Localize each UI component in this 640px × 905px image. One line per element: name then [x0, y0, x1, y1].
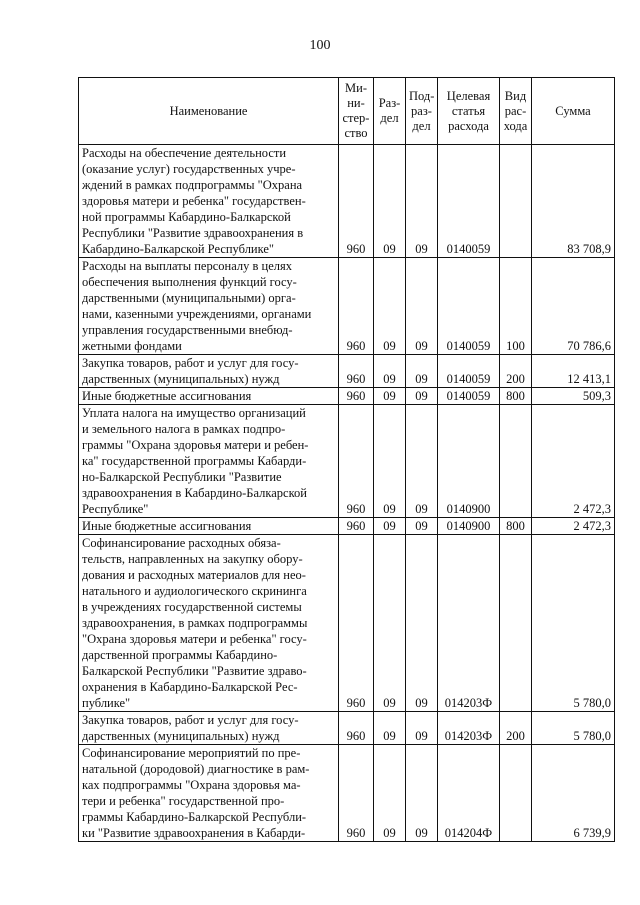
row-article: 014203Ф: [438, 535, 500, 712]
row-ministry: 960: [339, 258, 374, 355]
row-article: 014204Ф: [438, 745, 500, 842]
row-name: Расходы на выплаты персоналу в целях обеспечения выполнения функций госу- дарственными (муниципальными) орга- нами, казенными учреждениями, органами управления государственными внебюд- жетными фондами: [79, 258, 339, 355]
header-name: Наименование: [79, 78, 339, 145]
table-row: [79, 258, 615, 355]
row-kind: 800: [500, 518, 532, 535]
row-kind: [500, 535, 532, 712]
row-section: 09: [374, 518, 406, 535]
row-ministry: 960: [339, 745, 374, 842]
row-sum: 509,3: [532, 388, 615, 405]
table-row: [79, 145, 615, 258]
row-ministry: 960: [339, 535, 374, 712]
table-row: [79, 405, 615, 518]
row-sum: 2 472,3: [532, 405, 615, 518]
row-ministry: 960: [339, 388, 374, 405]
table-row: [79, 355, 615, 388]
row-article: 0140059: [438, 355, 500, 388]
row-ministry: 960: [339, 518, 374, 535]
row-sum: 70 786,6: [532, 258, 615, 355]
row-section: 09: [374, 745, 406, 842]
row-subsection: 09: [406, 388, 438, 405]
header-article: Целевая статья расхода: [438, 78, 500, 145]
row-subsection: 09: [406, 535, 438, 712]
row-section: 09: [374, 535, 406, 712]
row-section: 09: [374, 405, 406, 518]
row-article: 0140900: [438, 405, 500, 518]
row-sum: 5 780,0: [532, 535, 615, 712]
budget-table: [78, 77, 615, 842]
row-kind: 200: [500, 712, 532, 745]
row-section: 09: [374, 355, 406, 388]
table-row: [79, 518, 615, 535]
row-name: Иные бюджетные ассигнования: [79, 518, 339, 535]
row-article: 0140900: [438, 518, 500, 535]
row-kind: 800: [500, 388, 532, 405]
header-ministry: Ми- ни- стер- ство: [339, 78, 374, 145]
row-subsection: 09: [406, 712, 438, 745]
header-subsection: Под- раз- дел: [406, 78, 438, 145]
table-row: [79, 745, 615, 842]
row-name: Софинансирование мероприятий по пре- натальной (дородовой) диагностике в рам- ках подпрограммы "Охрана здоровья ма- тери и ребенка" государственной про- граммы Кабардино-Балкарской Республи- ки "Развитие здравоохранения в Кабарди-: [79, 745, 339, 842]
header-section: Раз- дел: [374, 78, 406, 145]
row-article: 0140059: [438, 145, 500, 258]
row-article: 0140059: [438, 258, 500, 355]
row-name: Иные бюджетные ассигнования: [79, 388, 339, 405]
row-ministry: 960: [339, 355, 374, 388]
row-section: 09: [374, 145, 406, 258]
row-section: 09: [374, 712, 406, 745]
row-ministry: 960: [339, 145, 374, 258]
row-kind: [500, 145, 532, 258]
header-kind: Вид рас- хода: [500, 78, 532, 145]
row-kind: [500, 745, 532, 842]
row-name: Уплата налога на имущество организаций и земельного налога в рамках подпро- граммы "Охрана здоровья матери и ребен- ка" государственной программы Кабарди- но-Балкарской Республики "Развитие здравоохранения в Кабардино-Балкарской Республике": [79, 405, 339, 518]
row-kind: 200: [500, 355, 532, 388]
header-sum: Сумма: [532, 78, 615, 145]
row-article: 014203Ф: [438, 712, 500, 745]
row-sum: 6 739,9: [532, 745, 615, 842]
row-subsection: 09: [406, 405, 438, 518]
row-section: 09: [374, 388, 406, 405]
row-subsection: 09: [406, 745, 438, 842]
row-name: Закупка товаров, работ и услуг для госу- дарственных (муниципальных) нужд: [79, 712, 339, 745]
row-article: 0140059: [438, 388, 500, 405]
row-name: Расходы на обеспечение деятельности (оказание услуг) государственных учре- ждений в рамках подпрограммы "Охрана здоровья матери и ребенка" государствен- ной программы Кабардино-Балкарской Республики "Развитие здравоохранения в Кабардино-Балкарской Республике": [79, 145, 339, 258]
row-sum: 5 780,0: [532, 712, 615, 745]
row-subsection: 09: [406, 258, 438, 355]
row-sum: 12 413,1: [532, 355, 615, 388]
table-row: [79, 535, 615, 712]
row-subsection: 09: [406, 145, 438, 258]
row-sum: 83 708,9: [532, 145, 615, 258]
table-row: [79, 388, 615, 405]
row-subsection: 09: [406, 518, 438, 535]
row-kind: 100: [500, 258, 532, 355]
table-row: [79, 712, 615, 745]
table-header-row: [79, 78, 615, 145]
row-ministry: 960: [339, 405, 374, 518]
row-sum: 2 472,3: [532, 518, 615, 535]
row-kind: [500, 405, 532, 518]
row-name: Софинансирование расходных обяза- тельств, направленных на закупку обору- дования и расходных материалов для нео- натального и аудиологического скрининга в учреждениях государственной системы здравоохранения, в рамках подпрограммы "Охрана здоровья матери и ребенка" госу- дарственной программы Кабардино- Балкарской Республики "Развитие здраво- охранения в Кабардино-Балкарской Рес- публике": [79, 535, 339, 712]
row-section: 09: [374, 258, 406, 355]
row-name: Закупка товаров, работ и услуг для госу- дарственных (муниципальных) нужд: [79, 355, 339, 388]
row-subsection: 09: [406, 355, 438, 388]
page-number: 100: [309, 38, 331, 53]
row-ministry: 960: [339, 712, 374, 745]
